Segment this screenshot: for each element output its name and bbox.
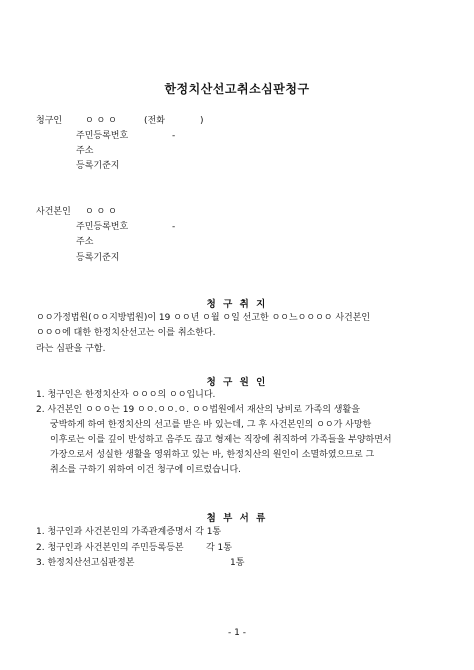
attachment-item-3-count: 1통 [230, 558, 245, 568]
principal-label: 사건본인 [36, 207, 71, 217]
cause-item-2-cont-1: 궁박하게 하여 한정치산의 선고를 받은 바 있는데, 그 후 사건본인의 ㅇㅇ가 사망한 [50, 420, 372, 430]
document-title: 한정치산선고취소심판청구 [164, 82, 310, 96]
claimant-phone-label: (전화 [144, 116, 165, 126]
principal-rrn-label: 주민등록번호 [76, 222, 129, 232]
purpose-line-2: ㅇㅇㅇ에 대한 한정치산선고는 이를 취소한다. [36, 328, 216, 338]
principal-address-label: 주소 [76, 237, 94, 247]
principal-rrn-value: - [172, 222, 176, 232]
claimant-registry-label: 등록기준지 [76, 161, 120, 171]
attachment-item-2-count: 각 1통 [206, 543, 232, 553]
purpose-line-1: ㅇㅇ가정법원(ㅇㅇ지방법원)이 19 ㅇㅇ년 ㅇ월 ㅇ일 선고한 ㅇㅇ느ㅇㅇㅇㅇ 사건본인 [36, 313, 371, 323]
claimant-name: ㅇ ㅇ ㅇ [85, 116, 117, 126]
principal-registry-label: 등록기준지 [76, 253, 120, 263]
cause-item-2: 2. 사건본인 ㅇㅇㅇ는 19 ㅇㅇ.ㅇㅇ.ㅇ. ㅇㅇ법원에서 재산의 낭비로 가족의 생활을 [36, 405, 360, 415]
cause-item-2-cont-2: 이후로는 이를 깊이 반성하고 음주도 끊고 형제는 직장에 취직하여 가족들을 부양하면서 [50, 435, 392, 445]
claimant-label: 청구인 [36, 116, 63, 126]
claimant-address-label: 주소 [76, 146, 94, 156]
claimant-rrn-value: - [172, 131, 176, 141]
cause-item-2-cont-3: 가장으로서 성실한 생활을 영위하고 있는 바, 한정치산의 원인이 소멸하였으므로 그 [50, 450, 375, 460]
principal-name: ㅇ ㅇ ㅇ [85, 207, 117, 217]
cause-item-1: 1. 청구인은 한정치산자 ㅇㅇㅇ의 ㅇㅇ입니다. [36, 390, 216, 400]
claimant-rrn-label: 주민등록번호 [76, 131, 129, 141]
cause-heading: 청 구 원 인 [206, 377, 268, 388]
attachment-item-1: 1. 청구인과 사건본인의 가족관계증명서 각 1통 [36, 527, 222, 537]
cause-item-2-cont-4: 취소를 구하기 위하여 이건 청구에 이르렀습니다. [50, 465, 242, 475]
attachments-heading: 첨 부 서 류 [206, 513, 268, 524]
attachment-item-3: 3. 한정치산선고심판정본 [36, 558, 135, 568]
page-number: - 1 - [228, 628, 246, 638]
claimant-phone-close: ) [200, 116, 204, 126]
attachment-item-2: 2. 청구인과 사건본인의 주민등록등본 [36, 543, 184, 553]
purpose-line-3: 라는 심판을 구함. [36, 344, 106, 354]
purpose-heading: 청 구 취 지 [206, 299, 268, 310]
